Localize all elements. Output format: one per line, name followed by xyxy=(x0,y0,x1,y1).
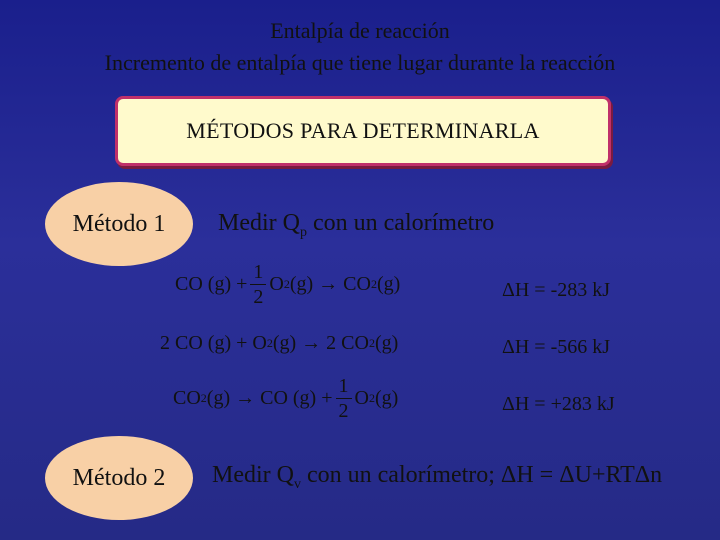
eq1-frac-num: 1 xyxy=(250,262,266,285)
eq3-part: (g) xyxy=(374,387,399,409)
eq1-part: O xyxy=(269,273,284,295)
method-1-text-end: con un calorímetro xyxy=(306,210,495,236)
methods-heading: MÉTODOS PARA DETERMINARLA xyxy=(186,118,540,143)
method-2-oval xyxy=(45,436,193,520)
method-2-text-end: con un calorímetro; ΔH = ΔU+RTΔn xyxy=(300,462,663,488)
enthalpy-value-2: ΔH = -566 kJ xyxy=(502,336,611,358)
method-1-label: Método 1 xyxy=(72,210,166,237)
slide-subtitle: Incremento de entalpía que tiene lugar durante la reacción xyxy=(104,50,616,75)
equation-3 xyxy=(173,376,398,421)
eq3-part: CO xyxy=(173,387,201,409)
method-1-description xyxy=(218,210,494,241)
eq1-frac-den: 2 xyxy=(253,286,264,308)
slide-title: Entalpía de reacción xyxy=(270,18,450,43)
eq1-sub: 2 xyxy=(283,277,290,291)
eq3-frac-den: 2 xyxy=(338,400,349,422)
method-1-subscript: p xyxy=(299,225,307,240)
eq2-sub: 2 xyxy=(368,336,375,350)
eq2-part: (g) xyxy=(374,332,399,354)
methods-heading-box xyxy=(115,96,611,166)
eq1-part: (g) → CO xyxy=(289,273,371,295)
method-1-oval xyxy=(45,182,193,266)
eq3-frac-num: 1 xyxy=(336,376,352,399)
eq1-sub: 2 xyxy=(370,277,377,291)
eq2-part: (g) → 2 CO xyxy=(272,332,369,354)
equation-1 xyxy=(175,262,400,307)
method-2-label: Método 2 xyxy=(72,464,166,491)
eq2-sub: 2 xyxy=(266,336,273,350)
eq1-fraction xyxy=(250,262,266,307)
method-2-description xyxy=(212,462,662,493)
eq3-part: O xyxy=(354,387,369,409)
eq3-sub: 2 xyxy=(368,391,375,405)
method-2-subscript: v xyxy=(293,477,301,492)
eq3-fraction xyxy=(336,376,352,421)
equation-2 xyxy=(160,332,398,355)
eq3-part: (g) → CO (g) + xyxy=(206,387,333,409)
eq1-part: CO (g) + xyxy=(175,273,248,295)
method-2-text: Medir Q xyxy=(212,462,294,488)
eq3-sub: 2 xyxy=(200,391,207,405)
method-1-text: Medir Q xyxy=(218,210,300,236)
enthalpy-value-3: ΔH = +283 kJ xyxy=(502,393,615,415)
enthalpy-value-1: ΔH = -283 kJ xyxy=(502,279,611,301)
eq2-part: 2 CO (g) + O xyxy=(160,332,267,354)
eq1-part: (g) xyxy=(376,273,401,295)
